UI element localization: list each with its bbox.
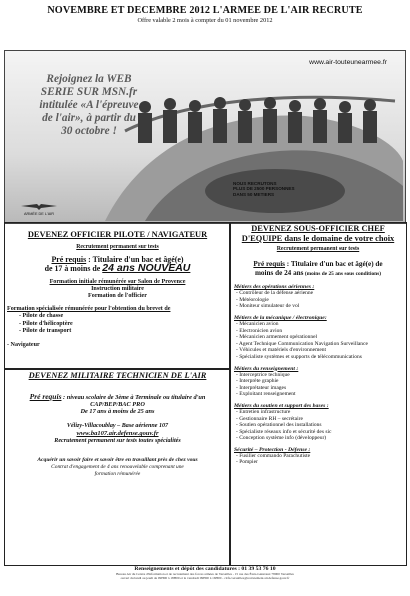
brevet-item-navigator: - Navigateur <box>7 342 40 349</box>
list-item: - Interceptrice technique <box>236 371 290 378</box>
technician-contract: Contrat d'engagement de 4 ans renouvelable comprenant une formation rémunérée <box>51 464 184 478</box>
wings-icon <box>19 201 59 211</box>
brevet-item: - Pilote d'hélicoptère <box>19 320 73 327</box>
brevet-item: - Pilote de transport <box>19 327 72 334</box>
crew-group-photo <box>125 89 405 149</box>
technician-section <box>4 368 231 566</box>
list-item: - Contrôleur de la défense aérienne <box>236 290 314 297</box>
officer-title: DEVENEZ OFFICIER PILOTE / NAVIGATEUR <box>27 230 208 239</box>
nco-requirements: Pré requis : Titulaire d'un bac et âgé(e) de <box>253 260 383 269</box>
category-mechanics: Métiers de la mécanique / électronique: - Mécanicien avion - Electronicien avion - Mécanicien armement opérationnel - Agent Technique Communication Navigation Surveillance - Véhicules et matériels d'environnement - Spécialiste systèmes et supports de télécommunications <box>234 315 406 361</box>
nco-categories <box>230 284 406 466</box>
list-item: - Conception système info (développeur) <box>236 435 327 442</box>
category-support: Métiers du soutien et support des bases : - Entretien infrastructure - Gestionnaire RH – secrétaire - Soutien opérationnel des installations - Spécialiste réseaux info et sécurité des sic - Conception système info (développeur) <box>234 403 406 442</box>
footer-address: Bureau Air du Centre d'Information et de recrutement des forces armées de Versailles - 15 rue des États-Généraux 78000 Versailles <box>116 572 294 576</box>
website-url: www.air-touteunearmee.fr <box>309 59 387 66</box>
officer-formation-item: Instruction militaire <box>91 285 144 292</box>
advert-banner <box>4 50 406 224</box>
category-intelligence: Métiers du renseignement : - Interceptrice technique - Interprète graphie - Interprétateur images - Exploitant renseignement <box>234 366 406 398</box>
technician-title: DEVENEZ MILITAIRE TECHNICIEN DE L'AIR <box>28 371 207 380</box>
list-item: - Interprète graphie <box>236 378 279 385</box>
list-item: - Véhicules et matériels d'environnement <box>236 347 327 354</box>
nco-age: moins de 24 ans (moins de 25 ans sous conditions) <box>254 269 382 278</box>
list-item: - Interprétateur images <box>236 384 287 391</box>
page-header <box>0 5 410 24</box>
nco-section <box>229 222 407 566</box>
list-item: - Fusilier commando Parachutiste <box>236 452 311 459</box>
page-footer <box>0 566 410 580</box>
technician-note: Acquérir un savoir faire et savoir être en travaillant près de chez vous <box>37 456 198 463</box>
page-title: NOVEMBRE ET DECEMBRE 2012 L'ARMEE DE L'AIR RECRUTE <box>47 5 363 16</box>
list-item: - Agent Technique Communication Navigation Surveillance <box>236 340 368 347</box>
officer-requirements: Pré requis : Titulaire d'un bac et âgé(e) <box>51 254 184 264</box>
banner-promo: NOUS RECRUTONS PLUS DE 2500 PERSONNES DANS 50 METIERS <box>233 181 295 197</box>
officer-formation-specialisee: Formation spécialisée rémunérée pour l'obtention du brevet de <box>7 306 171 313</box>
footer-contact: Renseignements et dépôt des candidatures : 01 39 53 76 10 <box>134 566 276 572</box>
list-item: - Exploitant renseignement <box>236 391 296 398</box>
technician-recruitment: Recrutement permanent sur tests toutes spécialités <box>54 437 181 444</box>
technician-age: De 17 ans à moins de 25 ans <box>80 408 155 415</box>
list-item: - Mécanicien armement opérationnel <box>236 334 318 341</box>
technician-site-link[interactable]: www.ba107.air.defense.gouv.fr <box>76 430 159 438</box>
technician-requirements: Pré requis : niveau scolaire de 3ème à Terminale ou titulaire d'un <box>29 391 206 401</box>
officer-formation-initiale: Formation initiale rémunérée sur Salon de Provence <box>49 278 186 285</box>
air-force-logo: ARMÉE DE L'AIR <box>19 201 59 216</box>
list-item: - Entretien infrastructure <box>236 408 291 415</box>
list-item: - Moniteur simulateur de vol <box>236 303 300 310</box>
officer-recruitment: Recrutement permanent sur tests <box>76 243 159 250</box>
nco-recruitment: Recrutement permanent sur tests <box>276 246 360 253</box>
list-item: - Spécialiste réseaux info et sécurité des sic <box>236 428 332 435</box>
list-item: - Spécialiste systèmes et supports de télécommunications <box>236 353 362 360</box>
brevet-item: - Pilote de chasse <box>19 313 64 320</box>
list-item: - Electronicien avion <box>236 327 283 334</box>
technician-diploma: CAP/BEP/BAC PRO <box>90 400 145 408</box>
page-subtitle: Offre valable 2 mois à compter du 01 novembre 2012 <box>137 17 273 24</box>
list-item: - Pompier <box>236 459 258 466</box>
category-operations: Métiers des opérations aériennes : - Contrôleur de la défense aérienne - Météorologie - Moniteur simulateur de vol <box>234 284 406 310</box>
list-item: - Soutien opérationnel des installations <box>236 422 322 429</box>
category-security: Sécurité – Protection - Défense : - Fusilier commando Parachutiste - Pompier <box>234 447 406 466</box>
officer-age: de 17 à moins de 24 ans NOUVEAU <box>44 261 191 274</box>
officer-section <box>4 222 231 370</box>
list-item: - Météorologie <box>236 296 269 303</box>
nco-title: DEVENEZ SOUS-OFFICIER CHEF D'EQUIPE dans le domaine de votre choix <box>241 224 395 243</box>
footer-hours: ouvert du lundi au jeudi de 09H00 à 18H00 et le vendredi 09H00 à 16H00 - cirfa.versailles@recrutement.air.defense.gouv.fr <box>120 576 290 581</box>
officer-formation-item: Formation de l'officier <box>88 293 147 299</box>
banner-slogan: Rejoignez la WEB SERIE SUR MSN.fr intitulée «A l'épreuve de l'air», à partir du 30 octobre ! <box>39 73 139 137</box>
list-item: - Mécanicien avion <box>236 320 279 327</box>
list-item: - Gestionnaire RH – secrétaire <box>236 415 303 422</box>
technician-base: Vélizy-Villacoublay – Base aérienne 107 <box>66 423 169 430</box>
